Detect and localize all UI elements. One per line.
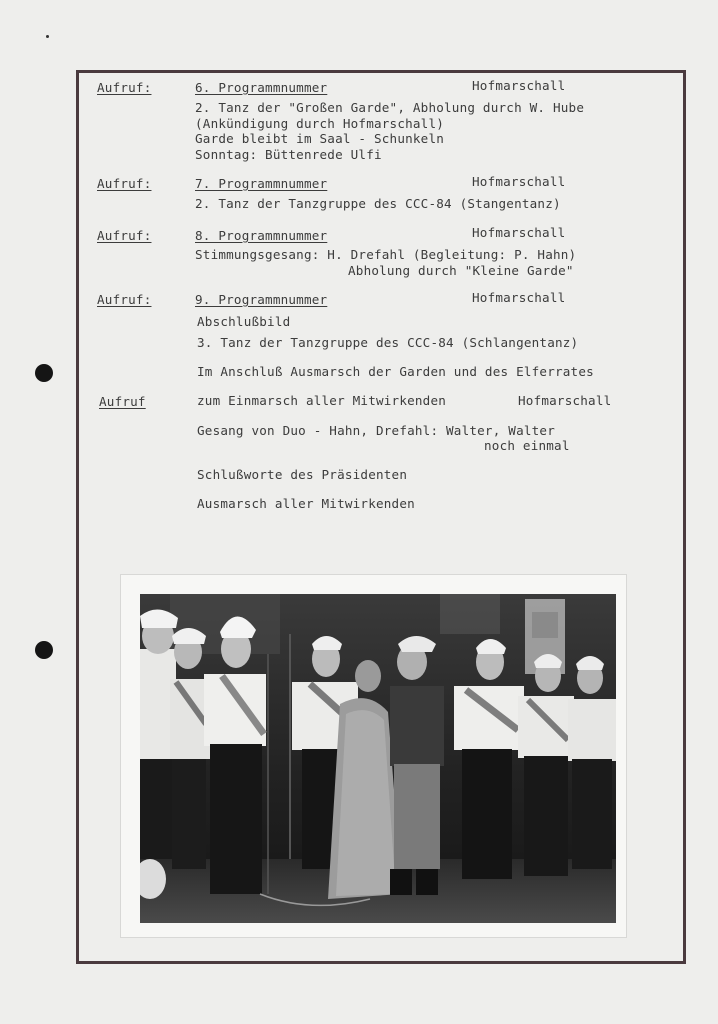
entry-7-label: Aufruf: — [97, 176, 152, 191]
entry-7-responsible: Hofmarschall — [472, 174, 566, 189]
entry-final-line-1: Gesang von Duo - Hahn, Drefahl: Walter, Walter — [197, 423, 555, 438]
entry-9-responsible: Hofmarschall — [472, 290, 566, 305]
entry-6-heading: 6. Programmnummer — [195, 80, 328, 95]
entry-9-line-1: Abschlußbild — [197, 314, 291, 329]
entry-9-line-3: Im Anschluß Ausmarsch der Garden und des Elferrates — [197, 364, 594, 379]
entry-6-line-1: 2. Tanz der "Großen Garde", Abholung durch W. Hube — [195, 100, 585, 115]
punch-hole-bottom — [35, 641, 53, 659]
entry-final-line-4: Ausmarsch aller Mitwirkenden — [197, 496, 415, 511]
entry-final-label: Aufruf — [99, 394, 146, 409]
event-photograph — [140, 594, 616, 923]
entry-7-heading: 7. Programmnummer — [195, 176, 328, 191]
entry-final-line-3: Schlußworte des Präsidenten — [197, 467, 408, 482]
entry-9-heading: 9. Programmnummer — [195, 292, 328, 307]
entry-8-responsible: Hofmarschall — [472, 225, 566, 240]
entry-final-responsible: Hofmarschall — [518, 393, 612, 408]
entry-8-line-2: Abholung durch "Kleine Garde" — [348, 263, 574, 278]
entry-9-label: Aufruf: — [97, 292, 152, 307]
entry-8-heading: 8. Programmnummer — [195, 228, 328, 243]
entry-8-label: Aufruf: — [97, 228, 152, 243]
entry-final-line-2: noch einmal — [484, 438, 570, 453]
entry-final-heading: zum Einmarsch aller Mitwirkenden — [197, 393, 447, 408]
punch-hole-top — [35, 364, 53, 382]
entry-6-responsible: Hofmarschall — [472, 78, 566, 93]
entry-7-line-1: 2. Tanz der Tanzgruppe des CCC-84 (Stangentanz) — [195, 196, 561, 211]
entry-6-label: Aufruf: — [97, 80, 152, 95]
entry-6-line-3: Garde bleibt im Saal - Schunkeln — [195, 131, 445, 146]
entry-8-line-1: Stimmungsgesang: H. Drefahl (Begleitung: P. Hahn) — [195, 247, 577, 262]
entry-9-line-2: 3. Tanz der Tanzgruppe des CCC-84 (Schlangentanz) — [197, 335, 579, 350]
entry-6-line-2: (Ankündigung durch Hofmarschall) — [195, 116, 445, 131]
paper-speck — [46, 35, 49, 38]
entry-6-line-4: Sonntag: Büttenrede Ulfi — [195, 147, 382, 162]
